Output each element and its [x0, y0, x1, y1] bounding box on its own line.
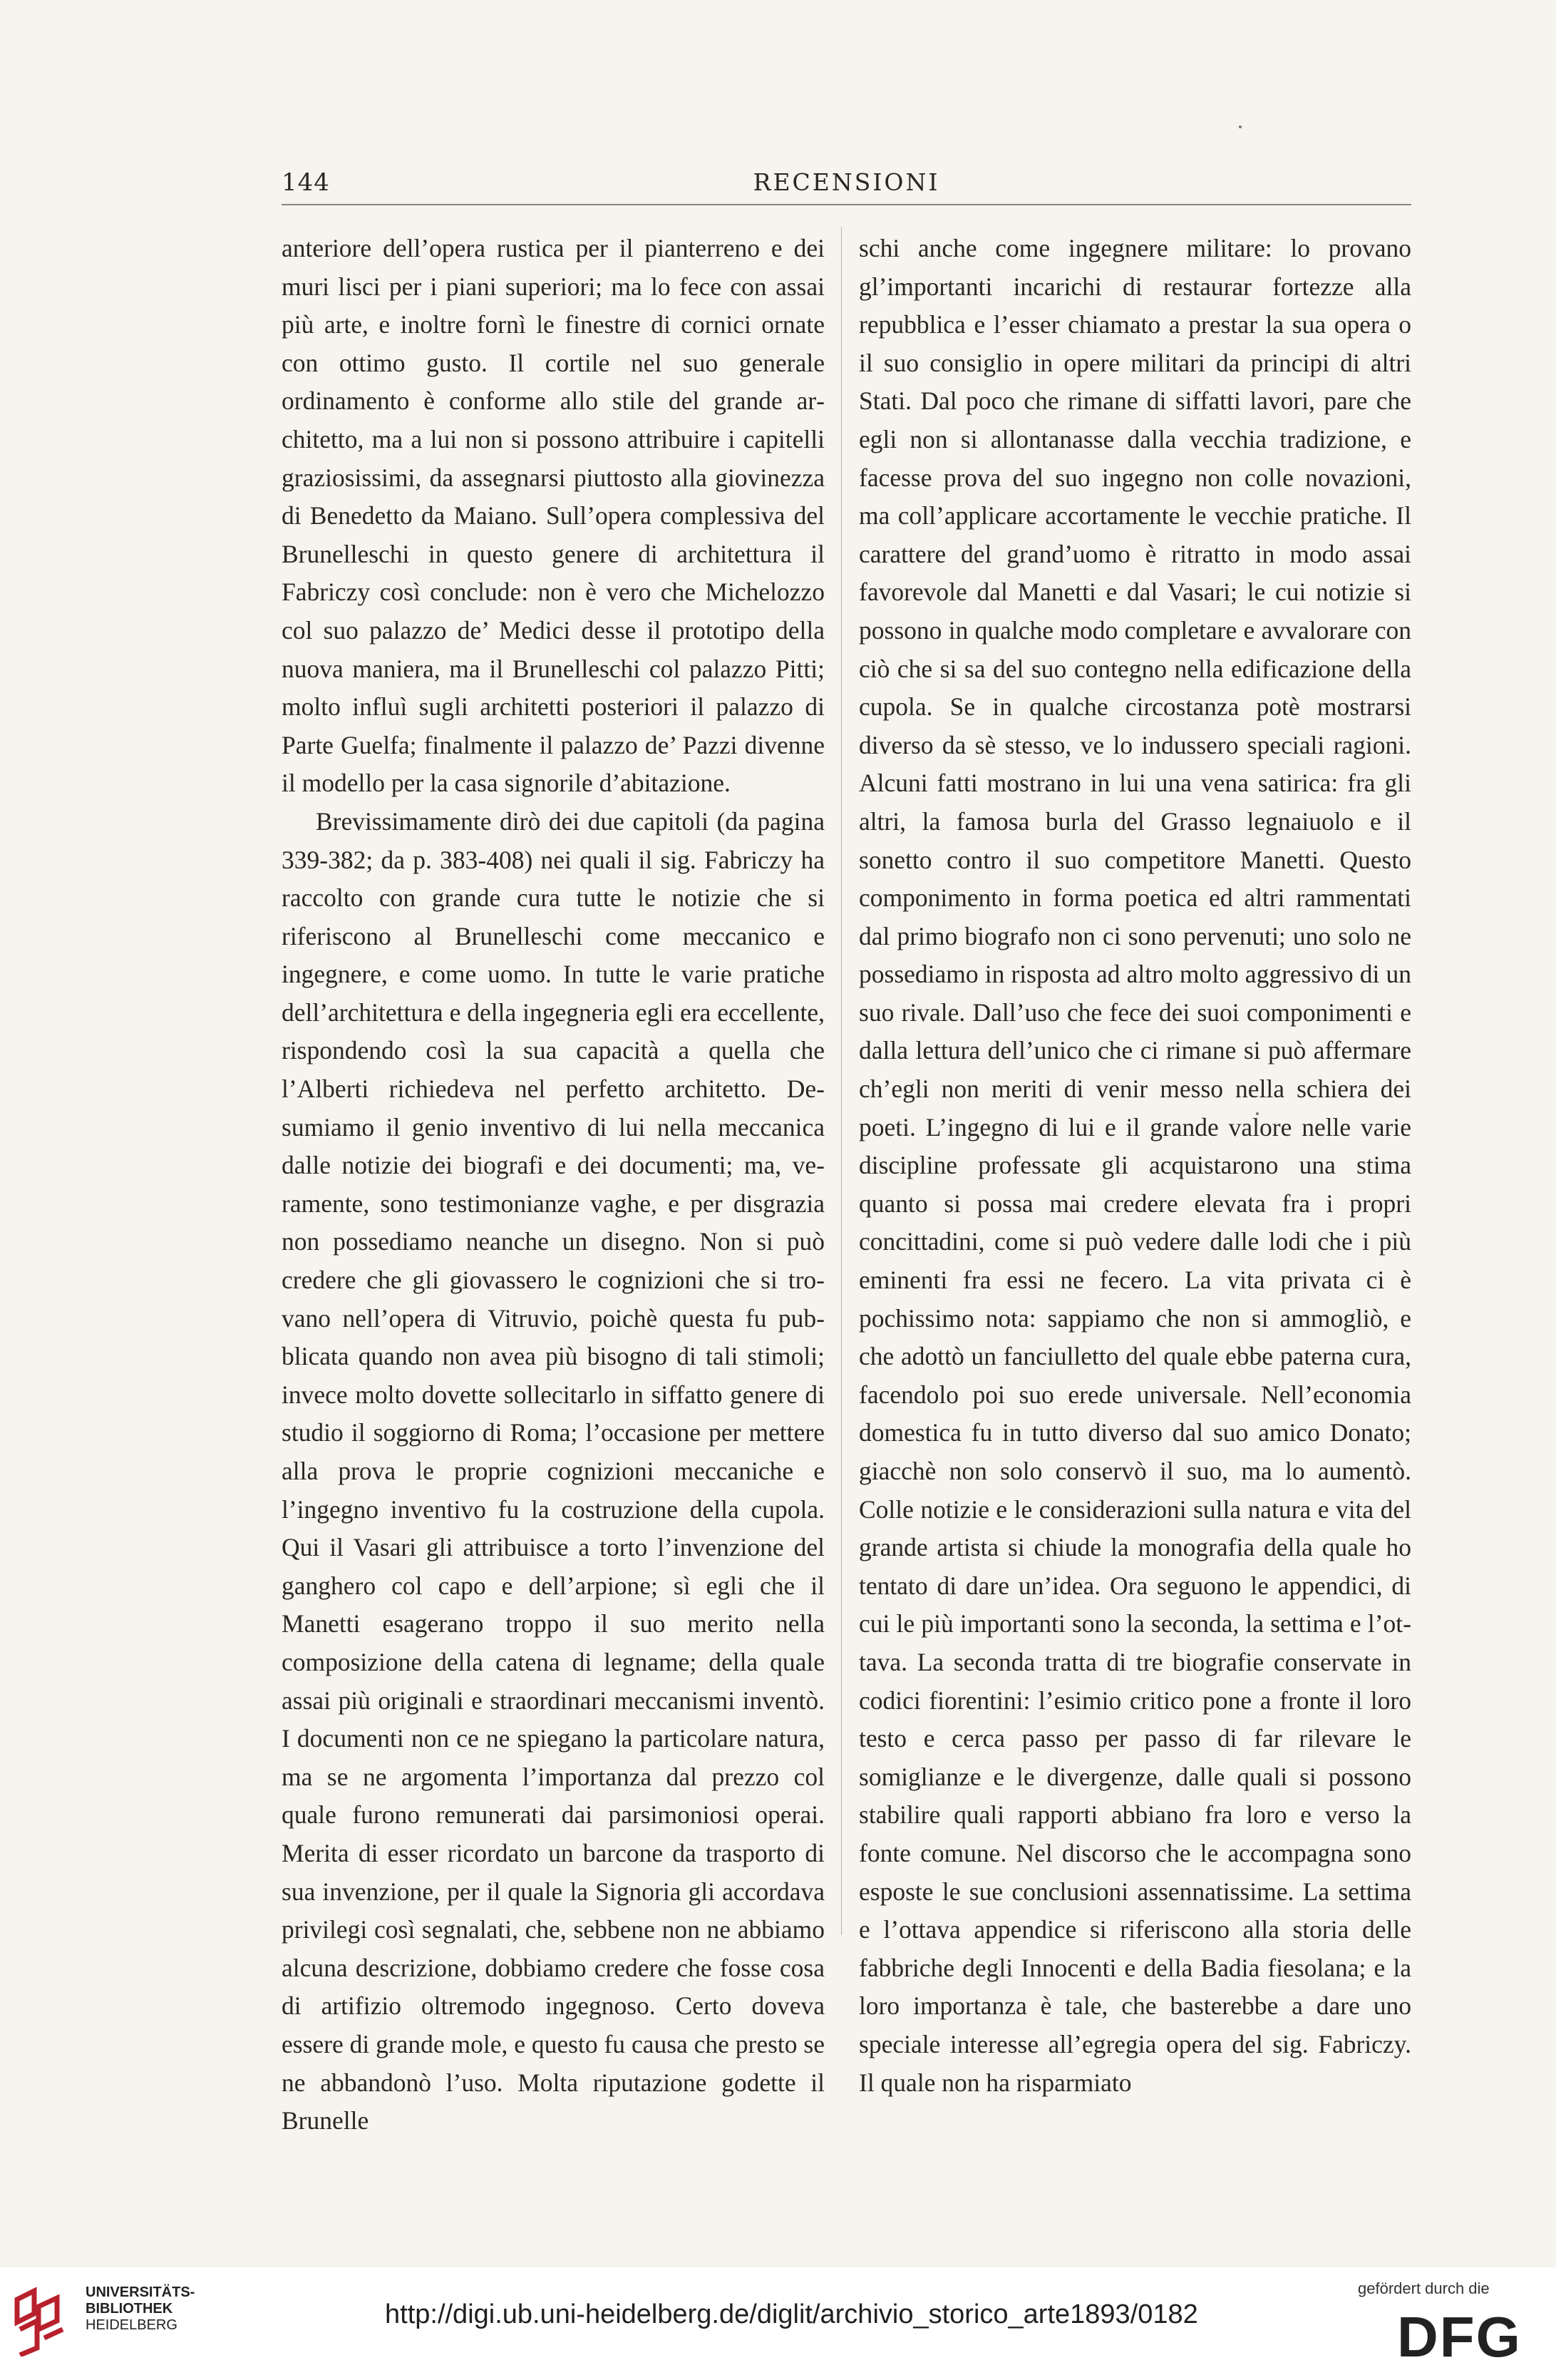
permalink-url[interactable]: http://digi.ub.uni-heidelberg.de/diglit/archivio_storico_arte1893/0182: [385, 2299, 1198, 2329]
page-header: [282, 165, 1411, 205]
funder-label: gefördert durch die: [1358, 2279, 1490, 2297]
right-text-column: [859, 230, 1411, 2102]
library-name-line: HEIDELBERG: [86, 2317, 177, 2333]
library-name: [86, 2284, 195, 2334]
library-name-line: BIBLIOTHEK: [86, 2301, 173, 2317]
library-name-line: UNIVERSITÄTS-: [86, 2284, 195, 2300]
column-divider: [841, 227, 842, 1935]
page-number: 144: [282, 168, 330, 197]
running-title: RECENSIONI: [753, 168, 940, 196]
university-library-logo-icon: [13, 2285, 70, 2356]
paragraph: schi anche come ingegnere militare: lo provano gl’importanti incarichi di restaurar fortezze alla repubblica e l’esser chiamato a prestar la sua opera o il suo consiglio in opere militari da principi di altri Stati. Dal poco che rimane di siffatti lavori, pare che egli non si allontanasse dalla vecchia tradizione, e facesse prova del suo ingegno non colle novazioni, ma coll’applicare accortamente le vecchie pratiche. Il carattere del grand’uomo è ritratto in modo assai favorevole dal Manetti e dal Vasari; le cui notizie si possono in qualche modo completare e avvalorare con ciò che si sa del suo contegno nella edificazione della cupola. Se in qualche circostanza potè mostrarsi diverso da sè stesso, ve lo indussero speciali ragioni. Alcuni fatti mostrano in lui una vena satirica: fra gli altri, la famosa burla del Grasso legnaiuolo e il sonetto contro il suo competitore Manetti. Questo componimento in forma poetica ed altri rammentati dal primo biografo non ci sono pervenuti; uno solo ne possediamo in risposta ad altro molto aggressivo di un suo rivale. Dall’uso che fece dei suoi componimenti e dalla lettura dell’unico che ci rimane si può affermare ch’egli non meriti di venir messo nella schiera dei poeti. L’ingegno di lui e il grande valore nelle varie discipline professate gli acquistarono una stima quanto si possa mai credere elevata fra i propri concittadini, come si può vedere dalle lodi che i più eminenti fra essi ne fecero. La vita privata ci è pochissimo nota: sappiamo che non si ammogliò, e che adottò un fanciulletto del quale ebbe paterna cura, facendolo poi suo erede universale. Nell’economia domestica fu in tutto diverso dal suo amico Donato; giacchè non solo conservò il suo, ma lo aumentò. Colle notizie e le considerazioni sulla natura e vita del grande artista si chiude la monografia della quale ho tentato di dare un’idea. Ora seguono le appendici, di cui le più importanti sono la seconda, la settima e l’ottava. La seconda tratta di tre biografie conservate in codici fiorentini: l’esimio critico pone a fronte il loro testo e cerca passo per passo di far rilevare le somiglianze e le divergenze, dalle quali si possono stabilire quali rapporti abbiano fra loro e verso la fonte comune. Nel discorso che le accompagna sono esposte le sue conclusioni assennatissime. La settima e l’ottava appendice si riferiscono alla storia delle fabbriche degli Innocenti e della Badia fiesolana; e la loro importanza è tale, che basterebbe a dare uno speciale interesse all’egregia opera del sig. Fabriczy. Il quale non ha risparmiato: [859, 234, 1411, 2097]
left-text-column: [282, 230, 825, 2140]
paragraph: anteriore dell’opera rustica per il pianterreno e dei muri lisci per i piani superiori; ma lo fece con assai più arte, e inoltre fornì le finestre di cornici ornate con ottimo gusto. Il cortile nel suo generale ordinamento è conforme allo stile del grande architetto, ma a lui non si possono attribuire i capitelli graziosissimi, da assegnarsi piuttosto alla giovinezza di Benedetto da Maiano. Sull’opera complessiva del Brunelleschi in questo genere di architettura il Fabriczy così conclude: non è vero che Michelozzo col suo palazzo de’ Medici desse il prototipo della nuova maniera, ma il Brunelleschi col palazzo Pitti; molto influì sugli architetti posteriori il palazzo di Parte Guelfa; finalmente il palazzo de’ Pazzi divenne il modello per la casa signorile d’abitazione.: [282, 234, 825, 798]
paragraph: Brevissimamente dirò dei due capitoli (da pagina 339-382; da p. 383-408) nei quali il sig. Fabriczy ha raccolto con grande cura tutte le notizie che si riferiscono al Brunelleschi come meccanico e ingegnere, e come uomo. In tutte le varie pratiche dell’architettura e della ingegneria egli era eccellente, rispondendo così la sua capacità a quella che l’Alberti richiedeva nel perfetto architetto. Desumiamo il genio inventivo di lui nella meccanica dalle notizie dei biografi e dei documenti; ma, veramente, sono testimonianze vaghe, e per disgrazia non possediamo neanche un disegno. Non si può credere che gli giovassero le cognizioni che si trovano nell’opera di Vitruvio, poichè questa fu pubblicata quando non avea più bisogno di tali stimoli; invece molto dovette sollecitarlo in siffatto genere di studio il soggiorno di Roma; l’occasione per mettere alla prova le proprie cognizioni meccaniche e l’ingegno inventivo fu la costruzione della cupola. Qui il Vasari gli attribuisce a torto l’invenzione del ganghero col capo e dell’arpione; sì egli che il Manetti esagerano troppo il suo merito nella composizione della catena di legname; della quale assai più originali e straordinari meccanismi inventò. I documenti non ce ne spiegano la particolare natura, ma se ne argomenta l’importanza dal prezzo col quale furono remunerati dai parsimoniosi operai. Merita di esser ricordato un barcone da trasporto di sua invenzione, per il quale la Signoria gli accordava privilegi così segnalati, che, sebbene non ne abbiamo alcuna descrizione, dobbiamo credere che fosse cosa di artifizio oltremodo ingegnoso. Certo doveva essere di grande mole, e questo fu causa che presto se ne abbandonò l’uso. Molta riputazione godette il Brunelle: [282, 806, 825, 2135]
dfg-logo-icon: DFG: [1397, 2305, 1522, 2369]
scan-speck: [1239, 125, 1242, 128]
